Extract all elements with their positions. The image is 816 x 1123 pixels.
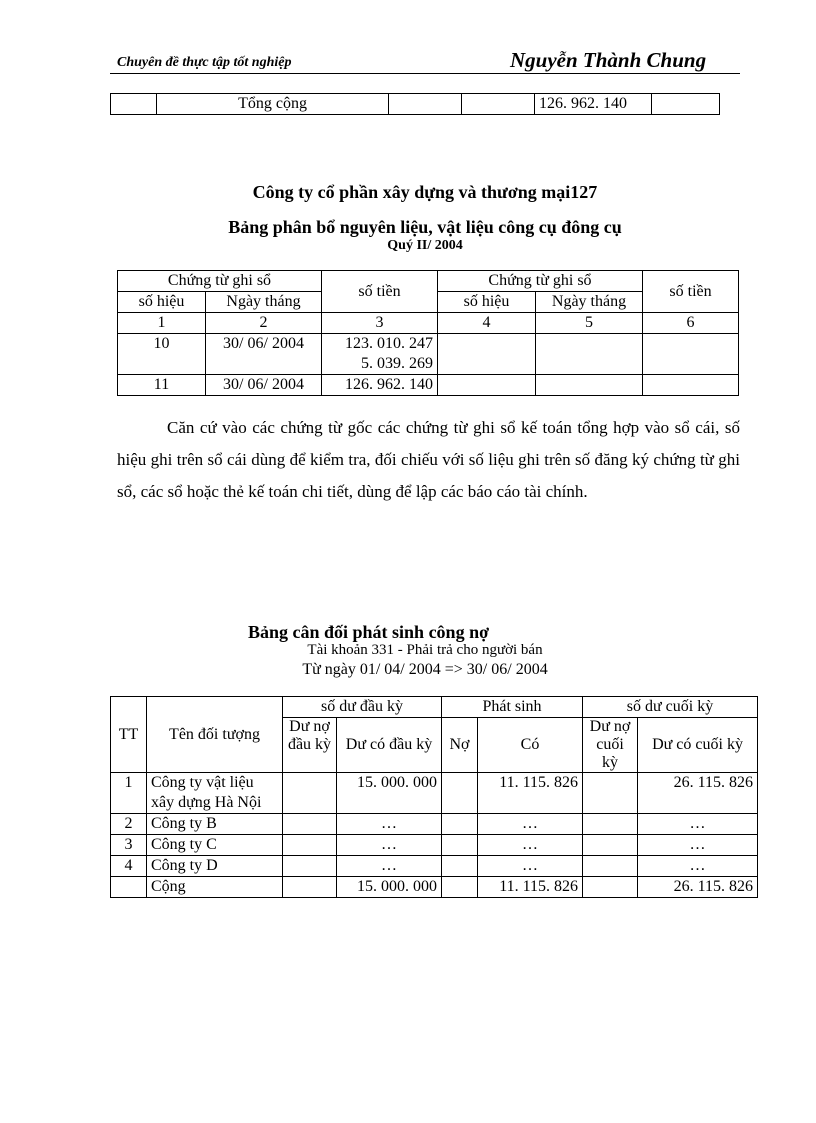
h-close-debit: Dư nợ cuối kỳ: [583, 718, 638, 773]
company-title: Công ty cổ phần xây dựng và thương mại127: [252, 182, 598, 202]
amount-line-1: 123. 010. 247: [345, 335, 433, 352]
row-name: Công ty C: [147, 835, 283, 856]
table-row: [118, 334, 739, 375]
col-no-1: số hiệu: [118, 292, 206, 313]
row-name: Công ty B: [147, 814, 283, 835]
table-row: [111, 856, 758, 877]
table-row: [111, 835, 758, 856]
total-label: Tổng cộng: [157, 94, 389, 115]
balance-account: Tài khoản 331 - Phải trả cho người bán: [307, 642, 543, 658]
amount-header-2: số tiền: [643, 271, 739, 313]
balance-date-range: Từ ngày 01/ 04/ 2004 => 30/ 06/ 2004: [302, 661, 548, 678]
col-date-2: Ngày tháng: [536, 292, 643, 313]
row-date: 30/ 06/ 2004: [206, 334, 322, 375]
table-row: [118, 271, 739, 292]
row-close-credit: …: [638, 814, 758, 835]
total-table: [110, 93, 720, 115]
col-date-1: Ngày tháng: [206, 292, 322, 313]
index-cell: 6: [643, 313, 739, 334]
total-name: Cộng: [147, 877, 283, 898]
table-row: [111, 697, 758, 718]
row-tt: 1: [111, 773, 147, 814]
table-row: [118, 313, 739, 334]
row-no: 11: [118, 375, 206, 396]
total-amount: 126. 962. 140: [535, 94, 652, 115]
row-open-credit: …: [337, 814, 442, 835]
h-open: số dư đầu kỳ: [283, 697, 442, 718]
index-cell: 4: [438, 313, 536, 334]
balance-title: Bảng cân đối phát sinh công nợ: [248, 622, 490, 642]
index-cell: 2: [206, 313, 322, 334]
row-open-credit: …: [337, 856, 442, 877]
header-left: Chuyên đề thực tập tốt nghiệp: [117, 55, 292, 70]
index-cell: 1: [118, 313, 206, 334]
h-close: số dư cuối kỳ: [583, 697, 758, 718]
table-row: [118, 375, 739, 396]
row-credit: …: [478, 835, 583, 856]
h-open-debit: Dư nợ đầu kỳ: [283, 718, 337, 773]
body-paragraph: Căn cứ vào các chứng từ gốc các chứng từ ghi sổ kế toán tổng hợp vào sổ cái, số hiệu ghi trên sổ cái dùng để kiểm tra, đối chiếu với số liệu ghi trên số đăng ký chứng từ ghi sổ, các sổ hoặc thẻ kế toán chi tiết, dùng để lập các báo cáo tài chính.: [117, 418, 740, 501]
table-row: [111, 773, 758, 814]
h-name: Tên đối tượng: [147, 697, 283, 773]
h-close-credit: Dư có cuối kỳ: [638, 718, 758, 773]
row-credit: 11. 115. 826: [478, 773, 583, 814]
allocation-title: Bảng phân bổ nguyên liệu, vật liệu công cụ đông cụ: [228, 217, 622, 237]
row-tt: 4: [111, 856, 147, 877]
col-no-2: số hiệu: [438, 292, 536, 313]
amount-header-1: số tiền: [322, 271, 438, 313]
row-close-credit: 26. 115. 826: [638, 773, 758, 814]
allocation-table: [117, 270, 739, 396]
table-row: [111, 94, 720, 115]
row-close-credit: …: [638, 835, 758, 856]
row-open-credit: …: [337, 835, 442, 856]
row-tt: 3: [111, 835, 147, 856]
header-divider: [110, 73, 740, 74]
row-amount: 126. 962. 140: [322, 375, 438, 396]
header-right: Nguyễn Thành Chung: [510, 48, 707, 72]
group-header-2: Chứng từ ghi sổ: [438, 271, 643, 292]
table-row: [111, 814, 758, 835]
row-name: Công ty D: [147, 856, 283, 877]
group-header-1: Chứng từ ghi sổ: [118, 271, 322, 292]
row-credit: …: [478, 856, 583, 877]
row-no: 10: [118, 334, 206, 375]
row-open-credit: 15. 000. 000: [337, 773, 442, 814]
row-tt: 2: [111, 814, 147, 835]
row-credit: …: [478, 814, 583, 835]
h-open-credit: Dư có đầu kỳ: [337, 718, 442, 773]
total-credit: 11. 115. 826: [478, 877, 583, 898]
table-row: [111, 877, 758, 898]
balance-table: [110, 696, 758, 898]
h-tt: TT: [111, 697, 147, 773]
h-credit: Có: [478, 718, 583, 773]
index-cell: 3: [322, 313, 438, 334]
row-date: 30/ 06/ 2004: [206, 375, 322, 396]
total-close-credit: 26. 115. 826: [638, 877, 758, 898]
allocation-period: Quý II/ 2004: [387, 238, 463, 253]
index-cell: 5: [536, 313, 643, 334]
row-amount: [322, 334, 438, 375]
total-open-credit: 15. 000. 000: [337, 877, 442, 898]
amount-line-2: 5. 039. 269: [361, 355, 433, 372]
row-close-credit: …: [638, 856, 758, 877]
row-name: Công ty vật liệu xây dựng Hà Nội: [147, 773, 283, 814]
h-arise: Phát sinh: [442, 697, 583, 718]
h-debit: Nợ: [442, 718, 478, 773]
